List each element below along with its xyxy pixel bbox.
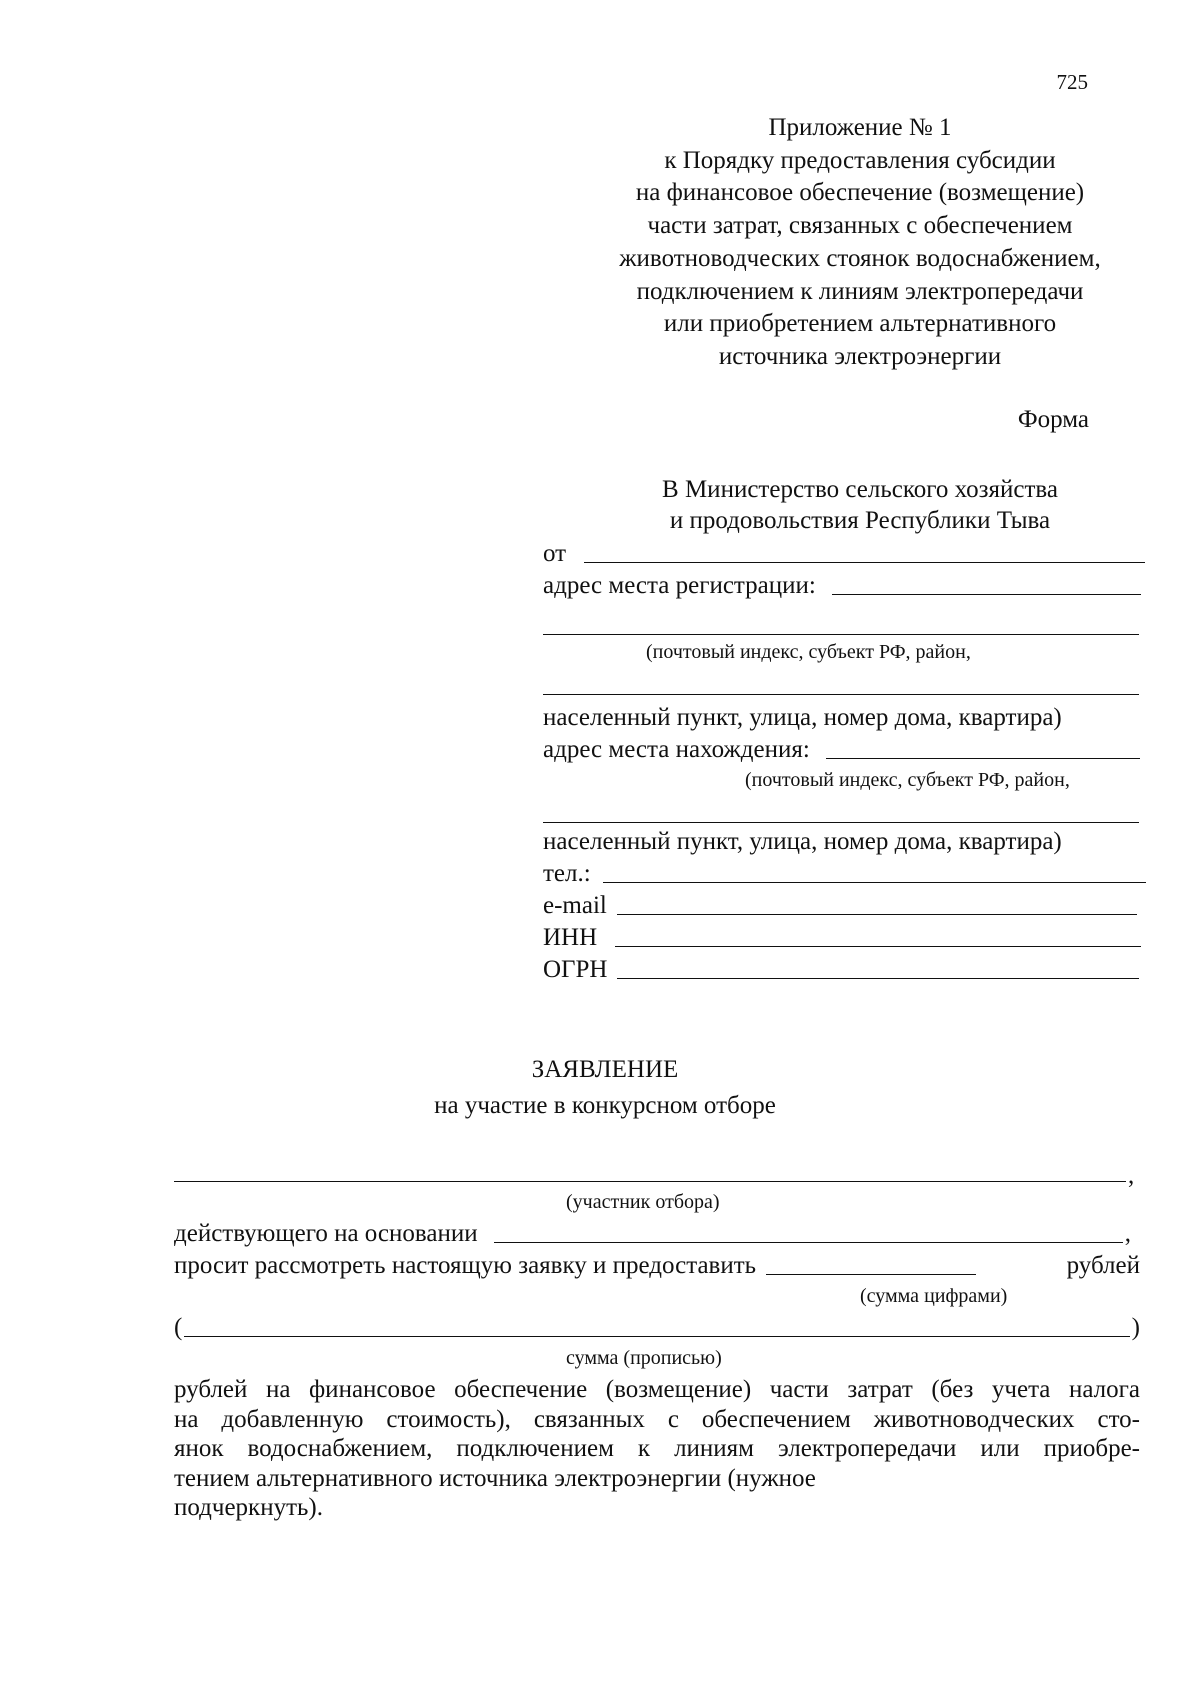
page-number: 725 [1056,70,1088,94]
appendix-line: источника электроэнергии [718,342,1002,370]
appendix-line: подключением к линиям электропередачи [636,277,1084,305]
participant-comma: , [1128,1162,1135,1189]
inn-field[interactable] [615,945,1141,947]
form-label: Форма [1017,406,1089,433]
appendix-line: Приложение № 1 [768,114,952,141]
ogrn-row [543,954,1139,986]
email-row [543,890,1137,922]
appendix-line: на финансовое обеспечение (возмещение) [635,179,1085,207]
ogrn-field[interactable] [617,977,1139,979]
appendix-line: животноводческих стоянок водоснабжением, [619,244,1101,272]
body-line: подчеркнуть). [174,1494,323,1521]
phone-label: тел.: [543,860,591,887]
loc-address-field[interactable] [826,757,1140,759]
loc-address-row [543,734,1140,766]
request-row [174,1250,1140,1282]
appendix-line: части затрат, связанных с обеспечением [647,212,1073,240]
email-label: e-mail [543,892,607,919]
body-line: рублей на финансовое обеспечение (возмещение) части затрат (без учета налога [174,1376,1140,1403]
reg-address-hint-1: (почтовый индекс, субъект РФ, район, [646,641,971,663]
reg-address-line-3[interactable] [543,694,1139,695]
body-line: янок водоснабжением, подключением к линиям электропередачи или приобре- [174,1435,1140,1462]
from-field[interactable] [584,561,1145,563]
appendix-line: к Порядку предоставления субсидии [664,146,1056,174]
sum-words-row [174,1312,1140,1344]
reg-address-hint-2: населенный пункт, улица, номер дома, квартира) [543,704,1062,731]
basis-label: действующего на основании [174,1220,478,1247]
loc-address-label: адрес места нахождения: [543,736,810,763]
sum-digits-field[interactable] [766,1273,976,1275]
participant-hint: (участник отбора) [566,1191,720,1213]
recipient-block [605,474,1115,536]
sum-digits-hint: (сумма цифрами) [860,1285,1008,1307]
reg-address-field[interactable] [832,593,1141,595]
statement-title: ЗАЯВЛЕНИЕ [531,1056,679,1083]
basis-comma: , [1124,1220,1131,1247]
basis-field[interactable] [494,1241,1123,1243]
loc-address-line-2[interactable] [543,822,1139,823]
inn-row [543,922,1141,954]
participant-field[interactable] [174,1181,1126,1182]
request-label: просит рассмотреть настоящую заявку и предоставить [174,1252,757,1279]
reg-address-line-2[interactable] [543,634,1139,635]
basis-row [174,1218,1131,1250]
from-row [543,538,1145,570]
loc-address-hint-2: населенный пункт, улица, номер дома, квартира) [543,828,1062,855]
sum-words-open-paren: ( [174,1314,183,1341]
phone-field[interactable] [603,881,1146,883]
phone-row [543,858,1146,890]
from-label: от [543,540,567,567]
sum-words-close-paren: ) [1131,1314,1140,1341]
inn-label: ИНН [543,924,598,951]
loc-address-hint-1: (почтовый индекс, субъект РФ, район, [745,769,1070,791]
email-field[interactable] [617,913,1137,915]
appendix-line: или приобретением альтернативного [663,310,1057,338]
rubles-label: рублей [1066,1252,1140,1279]
sum-words-field[interactable] [184,1335,1129,1337]
recipient-line: В Министерство сельского хозяйства [662,476,1058,503]
recipient-line: и продовольствия Республики Тыва [669,507,1051,534]
appendix-heading [555,112,1165,374]
body-line: на добавленную стоимость), связанных с обеспечением животноводческих сто- [174,1405,1140,1433]
statement-body [174,1375,1140,1523]
ogrn-label: ОГРН [543,956,608,983]
statement-subtitle: на участие в конкурсном отборе [434,1092,776,1119]
reg-address-row [543,570,1141,602]
reg-address-label: адрес места регистрации: [543,572,816,599]
sum-words-hint: сумма (прописью) [566,1347,722,1369]
body-line: тением альтернативного источника электроэнергии (нужное [174,1464,816,1492]
